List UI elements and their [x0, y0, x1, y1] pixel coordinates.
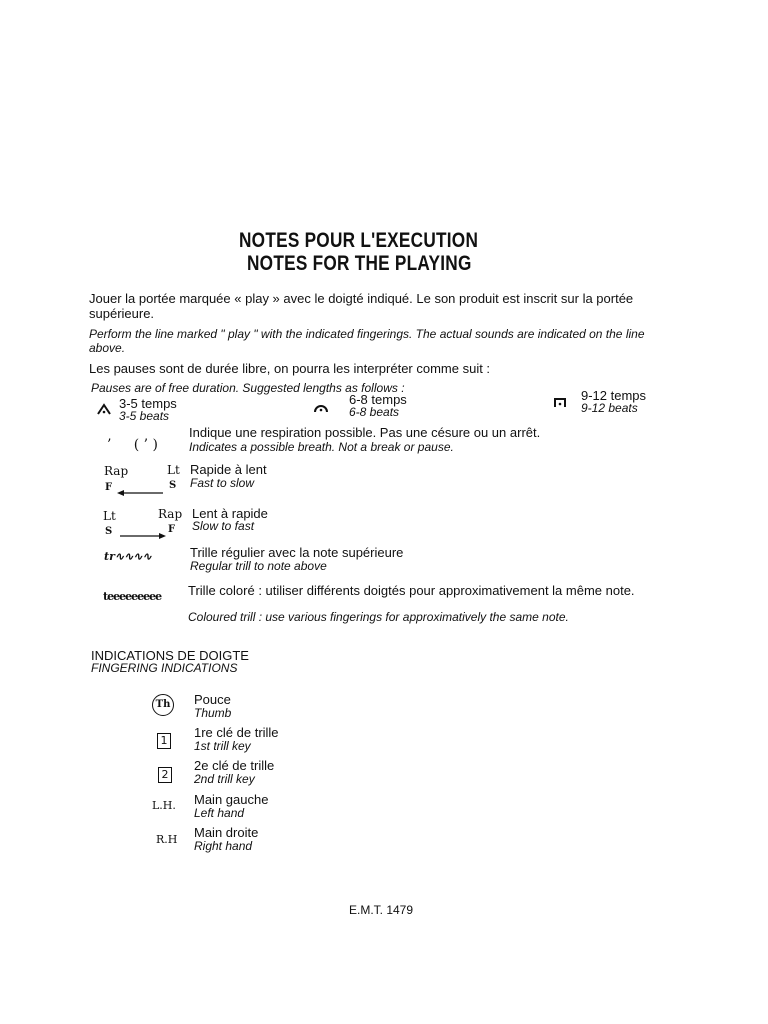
catalog-number: E.M.T. 1479: [349, 903, 414, 917]
first-trill-key-icon: [157, 731, 171, 749]
pause-long-fr: 9-12 temps: [581, 388, 647, 403]
lt-label-2: Lt: [103, 509, 116, 523]
thumb-fr: Pouce: [194, 692, 231, 707]
first-trill-key-fr: 1re clé de trille: [194, 725, 279, 740]
breath-fr: Indique une respiration possible. Pas une césure ou un arrêt.: [189, 425, 541, 440]
first-trill-key-glyph: 1: [157, 733, 171, 749]
breath-mark-icon: ’ ( ’ ): [107, 437, 158, 453]
right-hand-en: Right hand: [194, 839, 253, 853]
second-trill-key-icon: [158, 765, 172, 783]
pause-short-en: 3-5 beats: [119, 409, 170, 423]
s-label: S: [169, 480, 177, 491]
pause-medium-en: 6-8 beats: [349, 405, 400, 419]
fingering-heading-fr: INDICATIONS DE DOIGTE: [91, 648, 249, 663]
play-instruction-fr: Jouer la portée marquée « play » avec le doigté indiqué. Le son produit est inscrit sur la portée supérieure.: [89, 291, 634, 321]
pause-long-en: 9-12 beats: [581, 401, 638, 415]
title-line-2: NOTES FOR THE PLAYING: [247, 252, 472, 275]
short-fermata-icon: [96, 402, 112, 421]
fast-to-slow-fr: Rapide à lent: [190, 462, 267, 477]
second-trill-key-en: 2nd trill key: [194, 772, 255, 786]
thumb-glyph: Th: [152, 694, 174, 716]
f-label: F: [105, 482, 113, 493]
regular-trill-fr: Trille régulier avec la note supérieure: [190, 545, 404, 560]
fingering-heading-en: FINGERING INDICATIONS: [91, 661, 238, 675]
first-trill-key-en: 1st trill key: [194, 739, 251, 753]
second-trill-key-glyph: 2: [158, 767, 172, 783]
s-label-2: S: [105, 526, 113, 537]
fermata-icon: [313, 400, 329, 418]
thumb-en: Thumb: [194, 706, 232, 720]
play-instruction-en: Perform the line marked " play " with the indicated fingerings. The actual sounds are indicated on the line above.: [89, 327, 645, 355]
title-line-1: NOTES POUR L'EXECUTION: [239, 229, 479, 252]
trill-icon: tr∿∿∿∿: [104, 550, 152, 563]
left-hand-en: Left hand: [194, 806, 245, 820]
thumb-icon: [152, 694, 174, 716]
left-hand-icon: L.H.: [152, 799, 176, 812]
long-fermata-icon: [553, 395, 567, 413]
right-arrow-icon: [118, 527, 166, 545]
right-hand-fr: Main droite: [194, 825, 259, 840]
coloured-trill-fr: Trille coloré : utiliser différents doigtés pour approximativement la même note.: [188, 583, 635, 598]
coloured-trill-icon: teeeeeeeee: [103, 590, 162, 603]
f-label-2: F: [168, 524, 176, 535]
slow-to-fast-fr: Lent à rapide: [192, 506, 268, 521]
pauses-instruction-fr: Les pauses sont de durée libre, on pourra les interpréter comme suit :: [89, 361, 491, 376]
rap-label-2: Rap: [158, 507, 183, 521]
fast-to-slow-en: Fast to slow: [190, 476, 255, 490]
lt-label: Lt: [167, 463, 180, 477]
breath-en: Indicates a possible breath. Not a break or pause.: [189, 440, 454, 454]
coloured-trill-en: Coloured trill : use various fingerings for approximatively the same note.: [188, 610, 569, 624]
pause-medium-fr: 6-8 temps: [349, 392, 407, 407]
right-hand-icon: R.H: [156, 833, 178, 846]
rap-label: Rap: [104, 464, 129, 478]
slow-to-fast-en: Slow to fast: [192, 519, 255, 533]
regular-trill-en: Regular trill to note above: [190, 559, 327, 573]
pauses-instruction-en: Pauses are of free duration. Suggested lengths as follows :: [91, 381, 405, 395]
left-arrow-icon: [117, 484, 165, 502]
pause-short-fr: 3-5 temps: [119, 396, 177, 411]
left-hand-fr: Main gauche: [194, 792, 269, 807]
second-trill-key-fr: 2e clé de trille: [194, 758, 275, 773]
